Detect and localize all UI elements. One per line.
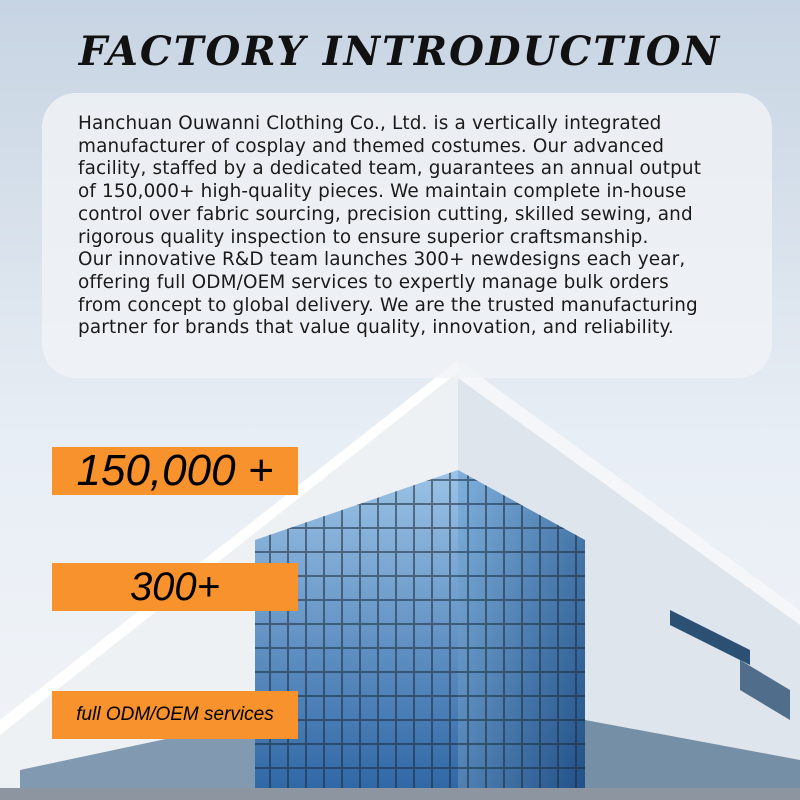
services-stat-badge: full ODM/OEM services [52,691,298,739]
intro-line: rigorous quality inspection to ensure superior craftsmanship. [78,226,649,248]
intro-line: Hanchuan Ouwanni Clothing Co., Ltd. is a vertically integrated [78,113,662,134]
page-title: FACTORY INTRODUCTION [78,28,722,75]
intro-line: of 150,000+ high-quality pieces. We maintain complete in-house [78,181,687,203]
intro-line: partner for brands that value quality, innovation, and reliability. [78,317,674,339]
intro-line: facility, staffed by a dedicated team, guarantees an annual output [78,158,702,180]
intro-line: control over fabric sourcing, precision cutting, skilled sewing, and [78,203,693,225]
intro-line: manufacturer of cosplay and themed costumes. Our advanced [78,135,665,157]
intro-line: offering full ODM/OEM services to expertly manage bulk orders [78,271,669,293]
intro-line: Our innovative R&D team launches 300+ newdesigns each year, [78,249,686,271]
designs-stat-badge: 300+ [52,563,298,611]
intro-line: from concept to global delivery. We are the trusted manufacturing [78,294,698,316]
output-stat-badge: 150,000 + [52,447,298,495]
intro-text-panel [42,93,772,378]
